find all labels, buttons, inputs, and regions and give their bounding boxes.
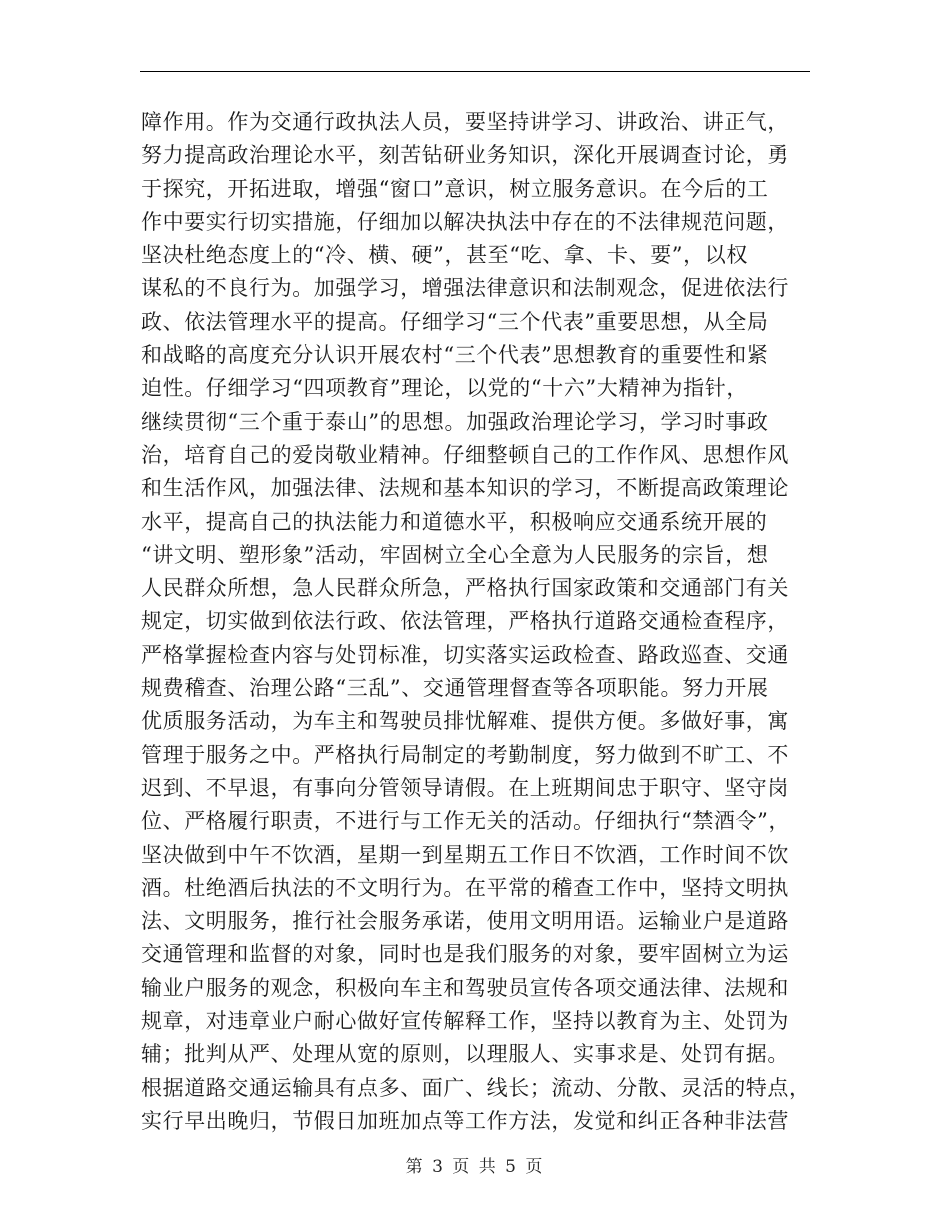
- text-line: 规章，对违章业户耐心做好宣传解释工作，坚持以教育为主、处罚为: [141, 1009, 789, 1034]
- text-line: 人民群众所想，急人民群众所急，严格执行国家政策和交通部门有关: [141, 576, 789, 601]
- text-line: 交通管理和监督的对象，同时也是我们服务的对象，要牢固树立为运: [141, 942, 789, 967]
- header-rule: [140, 71, 810, 72]
- text-line: 和战略的高度充分认识开展农村“三个代表”思想教育的重要性和紧: [141, 343, 769, 368]
- text-line: 实行早出晚归，节假日加班加点等工作方法，发觉和纠正各种非法营: [141, 1108, 789, 1133]
- text-line: 根据道路交通运输具有点多、面广、线长；流动、分散、灵活的特点，: [141, 1075, 811, 1100]
- text-line: 继续贯彻“三个重于泰山”的思想。加强政治理论学习，学习时事政: [141, 409, 769, 434]
- text-line: 政、依法管理水平的提高。仔细学习“三个代表”重要思想，从全局: [141, 309, 769, 334]
- text-line: 作中要实行切实措施，仔细加以解决执法中存在的不法律规范问题，: [141, 209, 789, 234]
- page-footer: 第 3 页 共 5 页: [405, 1157, 545, 1177]
- body-text: [141, 106, 813, 1138]
- text-line: 规定，切实做到依法行政、依法管理，严格执行道路交通检查程序，: [141, 609, 789, 634]
- text-line: 坚决做到中午不饮酒，星期一到星期五工作日不饮酒，工作时间不饮: [141, 842, 789, 867]
- text-line: 位、严格履行职责，不进行与工作无关的活动。仔细执行“禁酒令”，: [141, 809, 791, 834]
- text-line: 谋私的不良行为。加强学习，增强法律意识和法制观念，促进依法行: [141, 276, 789, 301]
- text-line: 迟到、不早退，有事向分管领导请假。在上班期间忠于职守、坚守岗: [141, 775, 789, 800]
- text-line: 法、文明服务，推行社会服务承诺，使用文明用语。运输业户是道路: [141, 909, 789, 934]
- text-line: “讲文明、塑形象”活动，牢固树立全心全意为人民服务的宗旨，想: [141, 542, 769, 567]
- text-line: 努力提高政治理论水平，刻苦钻研业务知识，深化开展调查讨论，勇: [141, 143, 789, 168]
- text-line: 管理于服务之中。严格执行局制定的考勤制度，努力做到不旷工、不: [141, 742, 789, 767]
- text-line: 输业户服务的观念，积极向车主和驾驶员宣传各项交通法律、法规和: [141, 975, 789, 1000]
- text-line: 水平，提高自己的执法能力和道德水平，积极响应交通系统开展的: [141, 509, 768, 534]
- text-line: 和生活作风，加强法律、法规和基本知识的学习，不断提高政策理论: [141, 476, 789, 501]
- text-line: 障作用。作为交通行政执法人员，要坚持讲学习、讲政治、讲正气，: [141, 110, 789, 134]
- text-line: 酒。杜绝酒后执法的不文明行为。在平常的稽查工作中，坚持文明执: [141, 875, 789, 900]
- text-line: 优质服务活动，为车主和驾驶员排忧解难、提供方便。多做好事，寓: [141, 709, 789, 734]
- text-line: 坚决杜绝态度上的“冷、横、硬”，甚至“吃、拿、卡、要”，以权: [141, 243, 748, 268]
- text-line: 治，培育自己的爱岗敬业精神。仔细整顿自己的工作作风、思想作风: [141, 442, 789, 467]
- text-line: 严格掌握检查内容与处罚标准，切实落实运政检查、路政巡查、交通: [141, 642, 789, 667]
- text-line: 于探究，开拓进取，增强“窗口”意识，树立服务意识。在今后的工: [141, 176, 769, 201]
- text-line: 迫性。仔细学习“四项教育”理论，以党的“十六”大精神为指针，: [141, 376, 748, 401]
- text-line: 规费稽查、治理公路“三乱”、交通管理督查等各项职能。努力开展: [141, 676, 769, 701]
- text-line: 辅；批判从严、处理从宽的原则，以理服人、实事求是、处罚有据。: [141, 1042, 789, 1067]
